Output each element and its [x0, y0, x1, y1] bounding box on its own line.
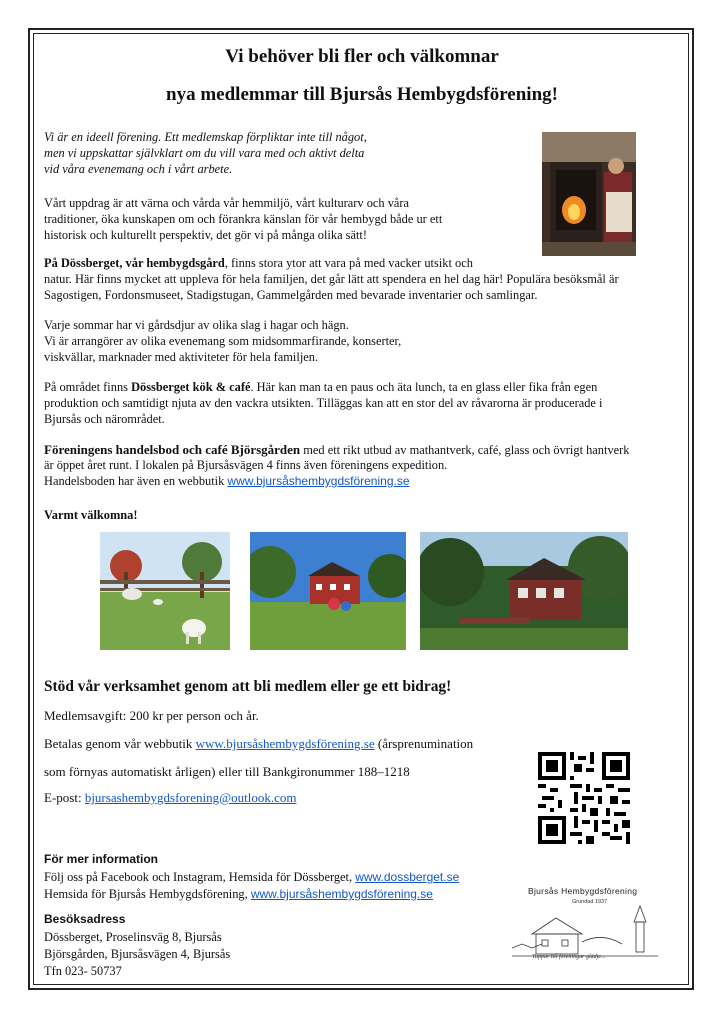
more-info-site-text: Hemsida för Bjursås Hembygdsförening, [44, 887, 251, 901]
payment-line-1 [44, 736, 473, 752]
logo-title: Bjursås Hembygdsförening [528, 886, 638, 896]
visit-line-2: Björsgården, Bjursåsvägen 4, Bjursås [44, 947, 231, 961]
support-heading: Stöd vår verksamhet genom att bli medlem eller ge ett bidrag! [44, 678, 452, 695]
shop-bold: Föreningens handelsbod och café Björsgården [44, 442, 301, 457]
visit-phone: Tfn 023- 50737 [44, 964, 122, 978]
cafe-line-1 [44, 380, 597, 396]
dossberget-line-1 [44, 256, 473, 272]
logo-caption: Tuppar till föreningar glädje... [532, 954, 606, 960]
intro-line-3: vid våra evenemang och i vårt arbete. [44, 162, 233, 176]
timber-house-photo [420, 532, 628, 650]
payment-post: (årsprenumination [374, 736, 474, 751]
intro-line-2: men vi uppskattar självklart om du vill vara med och aktivt delta [44, 146, 365, 160]
qr-code[interactable] [538, 752, 630, 844]
more-info-line-2 [44, 887, 433, 903]
summer-line-2: Vi är arrangörer av olika evenemang som midsommarfirande, konserter, [44, 334, 402, 348]
welcome-text: Varmt välkomna! [44, 508, 138, 522]
dossberget-rest: , finns stora ytor att vara på med vacker utsikt och [224, 256, 473, 270]
farm-animals-photo [100, 532, 230, 650]
email-label: E-post: [44, 790, 85, 805]
headline-line-1: Vi behöver bli fler och välkomnar [225, 46, 499, 67]
shop-line-2: är öppet året runt. I lokalen på Bjursåsvägen 4 finns även föreningens expedition. [44, 458, 448, 472]
shop-line-1 [44, 442, 629, 459]
dossberget-link[interactable]: www.dossberget.se [355, 870, 460, 884]
mission-line-1: Vårt uppdrag är att värna och vårda vår hemmiljö, vårt kulturarv och våra [44, 196, 410, 210]
email-link[interactable]: bjursashembygdsforening@outlook.com [84, 790, 297, 805]
more-info-line-1 [44, 870, 459, 886]
red-house-photo [250, 532, 406, 650]
headline-line-2: nya medlemmar till Bjursås Hembygdsförening! [166, 84, 558, 105]
shop-rest: med ett rikt utbud av mathantverk, café, glass och övrigt hantverk [300, 443, 630, 457]
more-info-heading: För mer information [44, 852, 159, 866]
association-link[interactable]: www.bjursåshembygdsförening.se [250, 887, 433, 901]
shop-webshop-text: Handelsboden har även en webbutik [44, 474, 228, 488]
mission-line-2: traditioner, öka kunskapen om och förankra känslan för vår hembygd både ur ett [44, 212, 443, 226]
visit-line-1: Dössberget, Proselinsväg 8, Bjursås [44, 930, 222, 944]
cafe-line-3: Bjursås och närområdet. [44, 412, 165, 426]
dossberget-bold: På Dössberget, vår hembygdsgård [44, 256, 225, 270]
cafe-rest: . Här kan man ta en paus och äta lunch, ta en glass eller fika från egen [250, 380, 598, 394]
mission-line-3: historisk och kulturellt perspektiv, det gör vi på många olika sätt! [44, 228, 368, 242]
cafe-bold: Dössberget kök & café [131, 380, 251, 394]
dossberget-line-3: Sagostigen, Fordonsmuseet, Stadigstugan, Gammelgården med bevarade inventarier och samlingar. [44, 288, 538, 302]
cafe-pre: På området finns [44, 380, 132, 394]
dossberget-line-2: natur. Här finns mycket att uppleva för hela familjen, det går lätt att spendera en hel dag här! Populära besöksmål är [44, 272, 619, 286]
webshop-link[interactable]: www.bjursåshembygdsförening.se [227, 474, 410, 488]
shop-line-3 [44, 474, 410, 490]
logo-founded: Grundad 1937 [572, 899, 608, 905]
fireplace-photo [542, 132, 636, 256]
cafe-line-2: produktion och samtidigt njuta av den vackra utsikten. Tilläggas kan att en stor del av råvarorna är producerade i [44, 396, 603, 410]
payment-line-2: som förnyas automatiskt årligen) eller till Bankgironummer 188–1218 [44, 764, 410, 779]
more-info-social-text: Följ oss på Facebook och Instagram, Hemsida för Dössberget, [44, 870, 356, 884]
email-line [44, 790, 296, 806]
summer-line-3: viskvällar, marknader med aktiviteter för hela familjen. [44, 350, 319, 364]
membership-fee: Medlemsavgift: 200 kr per person och år. [44, 708, 259, 723]
summer-line-1: Varje sommar har vi gårdsdjur av olika slag i hagar och hägn. [44, 318, 349, 332]
payment-pre: Betalas genom vår webbutik [44, 736, 196, 751]
intro-line-1: Vi är en ideell förening. Ett medlemskap förpliktar inte till något, [44, 130, 367, 144]
visit-heading: Besöksadress [44, 912, 126, 926]
payment-webshop-link[interactable]: www.bjursåshembygdsförening.se [195, 736, 375, 751]
